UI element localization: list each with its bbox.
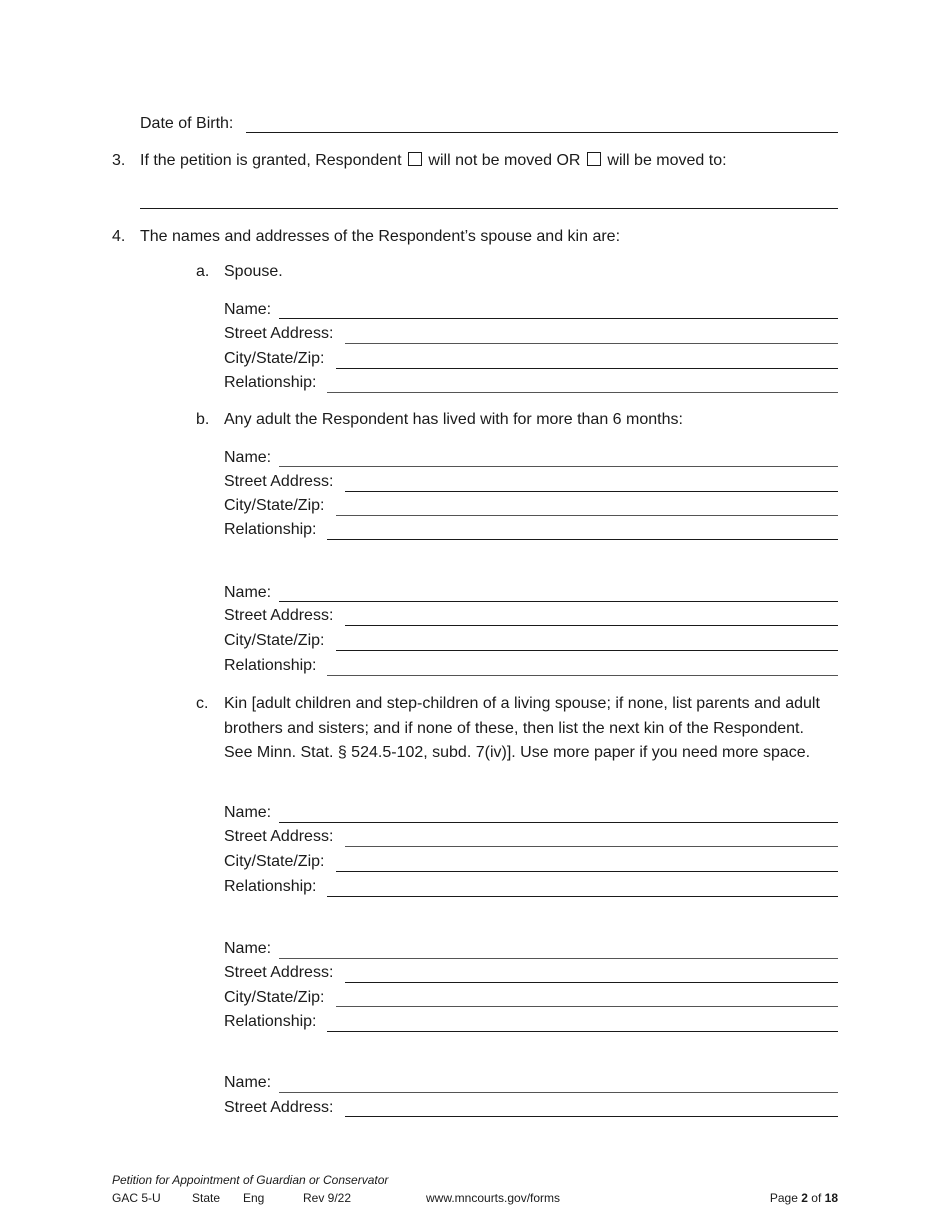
street-field[interactable]	[345, 1116, 838, 1117]
name-field[interactable]	[279, 466, 838, 467]
section-b-letter: b.	[196, 411, 210, 428]
name-label: Name:	[224, 301, 272, 318]
section-c-letter: c.	[196, 695, 209, 712]
city-field[interactable]	[336, 515, 838, 516]
street-field[interactable]	[345, 846, 838, 847]
not-moved-label: will not be moved OR	[428, 152, 581, 169]
relationship-label: Relationship:	[224, 374, 317, 391]
relationship-field[interactable]	[327, 1031, 838, 1032]
relationship-field[interactable]	[327, 539, 838, 540]
footer-form-title: Petition for Appointment of Guardian or Conservator	[112, 1173, 389, 1187]
footer-state: State	[192, 1191, 221, 1205]
relationship-label: Relationship:	[224, 657, 317, 674]
city-field[interactable]	[336, 650, 838, 651]
street-field[interactable]	[345, 491, 838, 492]
dob-field[interactable]	[246, 132, 838, 133]
name-label: Name:	[224, 804, 272, 821]
item-4-text: The names and addresses of the Respondent’s spouse and kin are:	[140, 228, 621, 245]
footer-lang: Eng	[243, 1191, 265, 1205]
relationship-label: Relationship:	[224, 521, 317, 538]
street-label: Street Address:	[224, 607, 334, 624]
city-label: City/State/Zip:	[224, 853, 325, 870]
item-3-text	[140, 152, 727, 170]
section-a-letter: a.	[196, 263, 210, 280]
relationship-label: Relationship:	[224, 878, 317, 895]
not-moved-checkbox[interactable]	[408, 152, 422, 166]
street-field[interactable]	[345, 982, 838, 983]
section-c-text: Kin [adult children and step-children of a living spouse; if none, list parents and adult brothers and sisters; and if none of these, then list the next kin of the Respondent. See Minn. Stat. § 524.5-102, subd. 7(iv)]. Use more paper if you need more space.	[224, 695, 820, 761]
page-total: 18	[824, 1191, 838, 1205]
street-field[interactable]	[345, 343, 838, 344]
section-a-title: Spouse.	[224, 263, 283, 280]
footer-rev: Rev 9/22	[303, 1191, 352, 1205]
name-field[interactable]	[279, 1092, 838, 1093]
relationship-field[interactable]	[327, 896, 838, 897]
will-be-moved-checkbox[interactable]	[587, 152, 601, 166]
street-label: Street Address:	[224, 325, 334, 342]
street-label: Street Address:	[224, 964, 334, 981]
street-label: Street Address:	[224, 473, 334, 490]
name-label: Name:	[224, 940, 272, 957]
item-4-number: 4.	[112, 228, 126, 245]
city-label: City/State/Zip:	[224, 497, 325, 514]
will-be-moved-label: will be moved to:	[607, 152, 727, 169]
moved-to-field[interactable]	[140, 208, 838, 209]
section-b-title: Any adult the Respondent has lived with for more than 6 months:	[224, 411, 683, 428]
street-field[interactable]	[345, 625, 838, 626]
page-prefix: Page	[769, 1191, 798, 1205]
city-field[interactable]	[336, 368, 838, 369]
city-label: City/State/Zip:	[224, 632, 325, 649]
name-field[interactable]	[279, 318, 838, 319]
street-label: Street Address:	[224, 828, 334, 845]
name-label: Name:	[224, 1074, 272, 1091]
footer-form-id: GAC 5-U	[112, 1191, 161, 1205]
name-label: Name:	[224, 449, 272, 466]
name-field[interactable]	[279, 958, 838, 959]
item-3-lead: If the petition is granted, Respondent	[140, 152, 402, 169]
dob-label: Date of Birth:	[140, 115, 234, 132]
name-field[interactable]	[279, 601, 838, 602]
item-3-number: 3.	[112, 152, 126, 169]
relationship-field[interactable]	[327, 392, 838, 393]
city-label: City/State/Zip:	[224, 989, 325, 1006]
name-label: Name:	[224, 584, 272, 601]
footer-url[interactable]: www.mncourts.gov/forms	[426, 1191, 561, 1205]
city-label: City/State/Zip:	[224, 350, 325, 367]
street-label: Street Address:	[224, 1099, 334, 1116]
name-field[interactable]	[279, 822, 838, 823]
relationship-label: Relationship:	[224, 1013, 317, 1030]
city-field[interactable]	[336, 1006, 838, 1007]
city-field[interactable]	[336, 871, 838, 872]
relationship-field[interactable]	[327, 675, 838, 676]
page-indicator	[770, 1191, 838, 1205]
page-of: of	[811, 1191, 822, 1205]
page-current: 2	[801, 1191, 808, 1205]
